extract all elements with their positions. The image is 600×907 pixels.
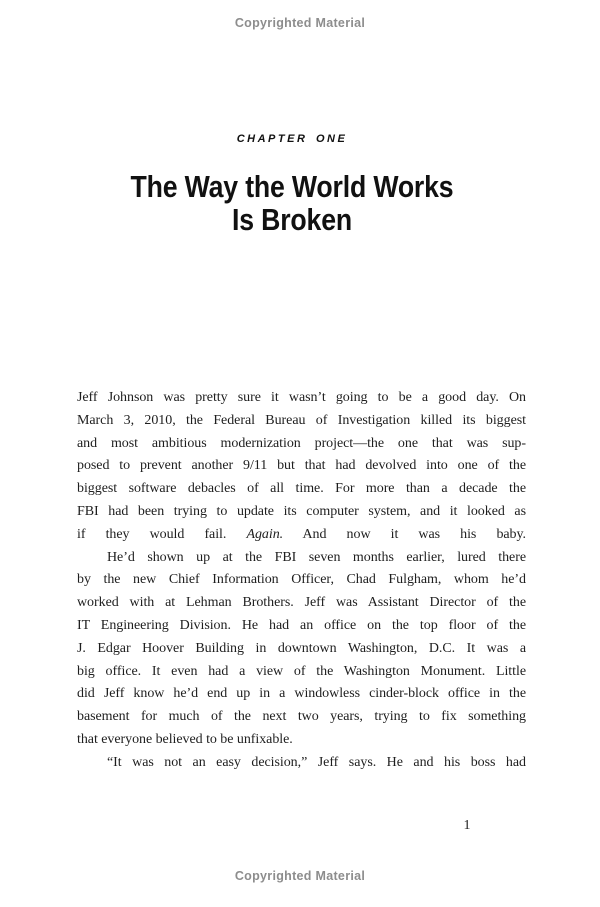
body-line: basement for much of the next two years, trying to fix something [77,709,526,725]
body-line: did Jeff know he’d end up in a windowless cinder-block office in the [77,686,526,702]
body-line: March 3, 2010, the Federal Bureau of Investigation killed its biggest [77,412,526,428]
body-line: He’d shown up at the FBI seven months earlier, lured there [107,549,526,565]
body-line: by the new Chief Information Officer, Chad Fulgham, whom he’d [77,572,526,588]
chapter-title [41,170,543,236]
body-line: big office. It even had a view of the Washington Monument. Little [77,663,526,679]
chapter-title-line1: The Way the World Works [130,169,454,204]
body-line: “It was not an easy decision,” Jeff says. He and his boss had [107,754,526,770]
body-line: IT Engineering Division. He had an office on the top floor of the [77,617,526,633]
chapter-title-line2: Is Broken [232,202,352,237]
copyright-notice-top: Copyrighted Material [234,16,366,30]
body-line: Jeff Johnson was pretty sure it wasn’t going to be a good day. On [77,390,526,405]
body-line: if they would fail. Again. And now it was his baby. [77,526,526,542]
body-line: that everyone believed to be unfixable. [77,731,293,747]
page-number: 1 [463,818,471,833]
body-text [77,387,526,775]
body-line: J. Edgar Hoover Building in downtown Washington, D.C. It was a [77,640,526,656]
body-line: FBI had been trying to update its computer system, and it looked as [77,503,526,519]
copyright-notice-bottom: Copyrighted Material [234,869,366,883]
chapter-heading: CHAPTER ONE [236,133,348,145]
body-line: worked with at Lehman Brothers. Jeff was Assistant Director of the [77,595,526,611]
body-line: posed to prevent another 9/11 but that had devolved into one of the [77,458,526,474]
body-line: and most ambitious modernization project—the one that was sup- [77,435,526,451]
body-line: biggest software debacles of all time. For more than a decade the [77,481,526,497]
